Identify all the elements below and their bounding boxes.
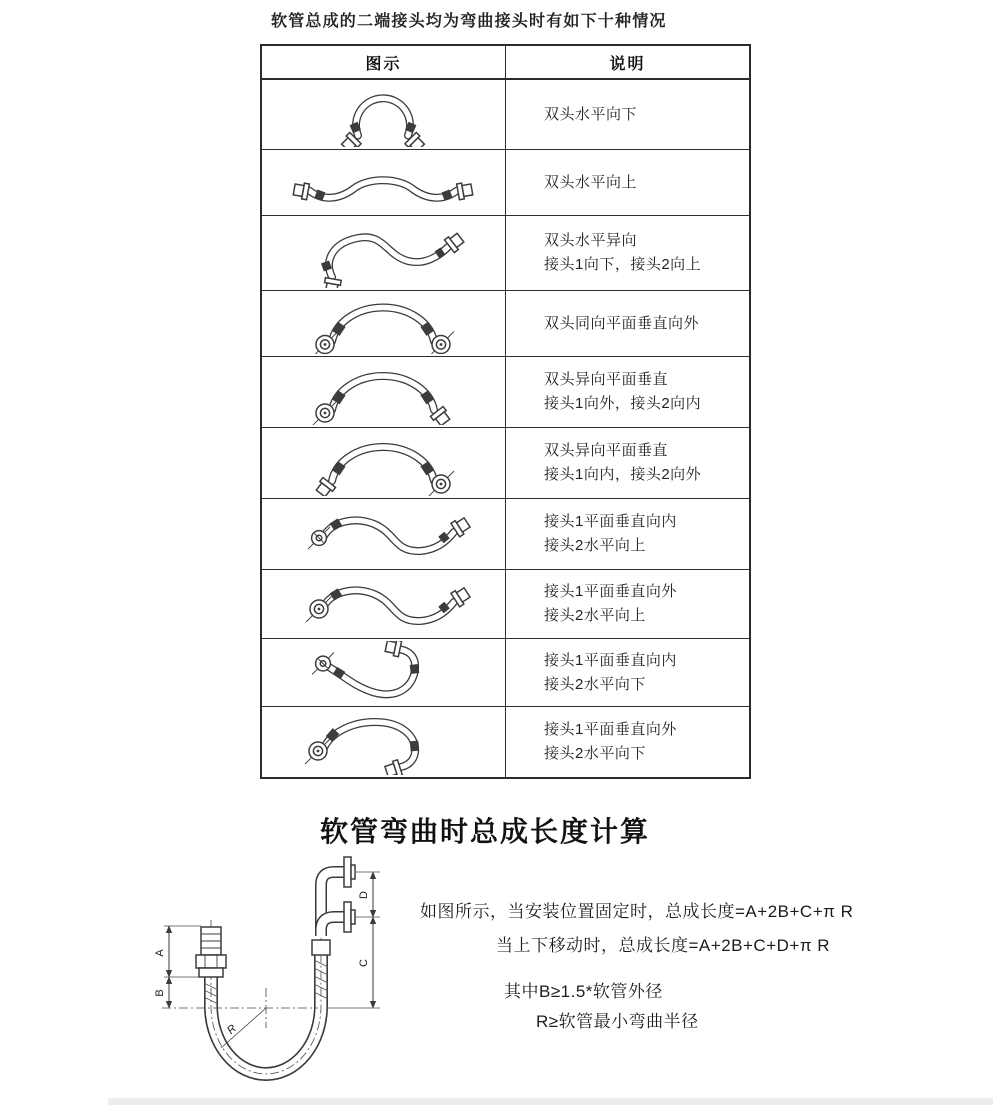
description-cell: [506, 499, 749, 569]
description-cell: [506, 570, 749, 638]
description-line: 接头1平面垂直向内: [544, 513, 677, 530]
description-cell: [506, 707, 749, 777]
description-line: 接头2水平向上: [544, 607, 646, 624]
description-cell: [506, 150, 749, 215]
description-line: 接头2水平向上: [544, 537, 646, 554]
description-cell: [506, 639, 749, 706]
illustration-cell: [262, 707, 506, 777]
description-line: 双头水平向上: [544, 173, 638, 191]
straight-fitting: [196, 927, 226, 977]
illustration-cell: [262, 357, 506, 427]
description-cell: [506, 357, 749, 427]
table-row: [262, 357, 749, 428]
description-line: 接头1向内，接头2向外: [544, 466, 702, 483]
description-cell: [506, 291, 749, 356]
table-row: [262, 216, 749, 291]
header-illustration: 图示: [262, 46, 506, 78]
illustration-cell: [262, 150, 506, 215]
illustration-cell: [262, 428, 506, 498]
illustration-cell: [262, 291, 506, 356]
formula-fixed: 如图所示，当安装位置固定时，总成长度=A+2B+C+π R: [420, 902, 854, 921]
dimension-a-b: [154, 926, 201, 1008]
label-R: R: [225, 1022, 239, 1037]
illustration-cell: [262, 570, 506, 638]
hose-s-end1-vertical-out-end2-up: [262, 572, 505, 636]
hose-s-curve-end1-down-end2-up: [262, 218, 505, 288]
table-row: [262, 291, 749, 357]
description-line: 接头2水平向下: [544, 745, 646, 762]
illustration-cell: [262, 639, 506, 706]
hose-dip-end1-vertical-in-end2-down: [262, 641, 505, 704]
hose-s-end1-vertical-in-end2-up: [262, 501, 505, 567]
table-row: [262, 639, 749, 707]
illustration-cell: [262, 216, 506, 290]
page-bottom-divider: [108, 1098, 993, 1105]
description-line: 双头水平异向: [544, 232, 638, 249]
page-title: 软管总成的二端接头均为弯曲接头时有如下十种情况: [271, 13, 667, 30]
table-row: [262, 150, 749, 216]
hose-cases-table: [260, 44, 751, 779]
label-A: A: [154, 949, 166, 957]
label-D: D: [358, 891, 370, 899]
description-cell: [506, 80, 749, 149]
label-B: B: [154, 989, 166, 997]
description-line: 接头1平面垂直向外: [544, 721, 677, 738]
radius-callout: [162, 988, 318, 1048]
description-line: 接头2水平向下: [544, 675, 646, 693]
hose-arch-end1-out-end2-in: [262, 359, 505, 425]
table-header-row: [262, 46, 749, 80]
formula-moving: 当上下移动时，总成长度=A+2B+C+D+π R: [496, 936, 831, 955]
description-line: 双头水平向下: [544, 105, 638, 123]
label-C: C: [358, 959, 370, 967]
description-line: 双头异向平面垂直: [544, 442, 669, 459]
table-row: [262, 499, 749, 570]
hose-wave-both-ends-up: [262, 152, 505, 213]
hose-length-diagram: [122, 856, 402, 1096]
description-line: 接头1平面垂直向内: [544, 651, 677, 669]
table-body: [262, 80, 749, 777]
illustration-cell: [262, 80, 506, 149]
illustration-cell: [262, 499, 506, 569]
description-line: 接头1平面垂直向外: [544, 583, 677, 600]
description-cell: [506, 216, 749, 290]
description-cell: [506, 428, 749, 498]
header-description: 说明: [609, 55, 646, 73]
description-line: 双头异向平面垂直: [544, 371, 669, 388]
description-line: 接头1向外，接头2向内: [544, 395, 702, 412]
table-row: [262, 428, 749, 499]
description-line: 双头同向平面垂直向外: [544, 314, 700, 332]
description-line: 接头1向下，接头2向上: [544, 256, 702, 273]
table-row: [262, 707, 749, 777]
table-row: [262, 570, 749, 639]
dimension-c-d: [328, 872, 380, 1008]
hose-arch-end1-vertical-out-end2-down: [262, 709, 505, 775]
note-b-minimum: 其中B≥1.5*软管外径: [504, 982, 663, 1001]
hose-omega-both-ends-down: [262, 82, 505, 147]
section-title: 软管弯曲时总成长度计算: [320, 816, 651, 847]
table-row: [262, 80, 749, 150]
hose-arch-end1-in-end2-out: [262, 430, 505, 496]
note-r-minimum: R≥软管最小弯曲半径: [536, 1012, 699, 1031]
hose-arch-both-flanges-outward: [262, 293, 505, 354]
